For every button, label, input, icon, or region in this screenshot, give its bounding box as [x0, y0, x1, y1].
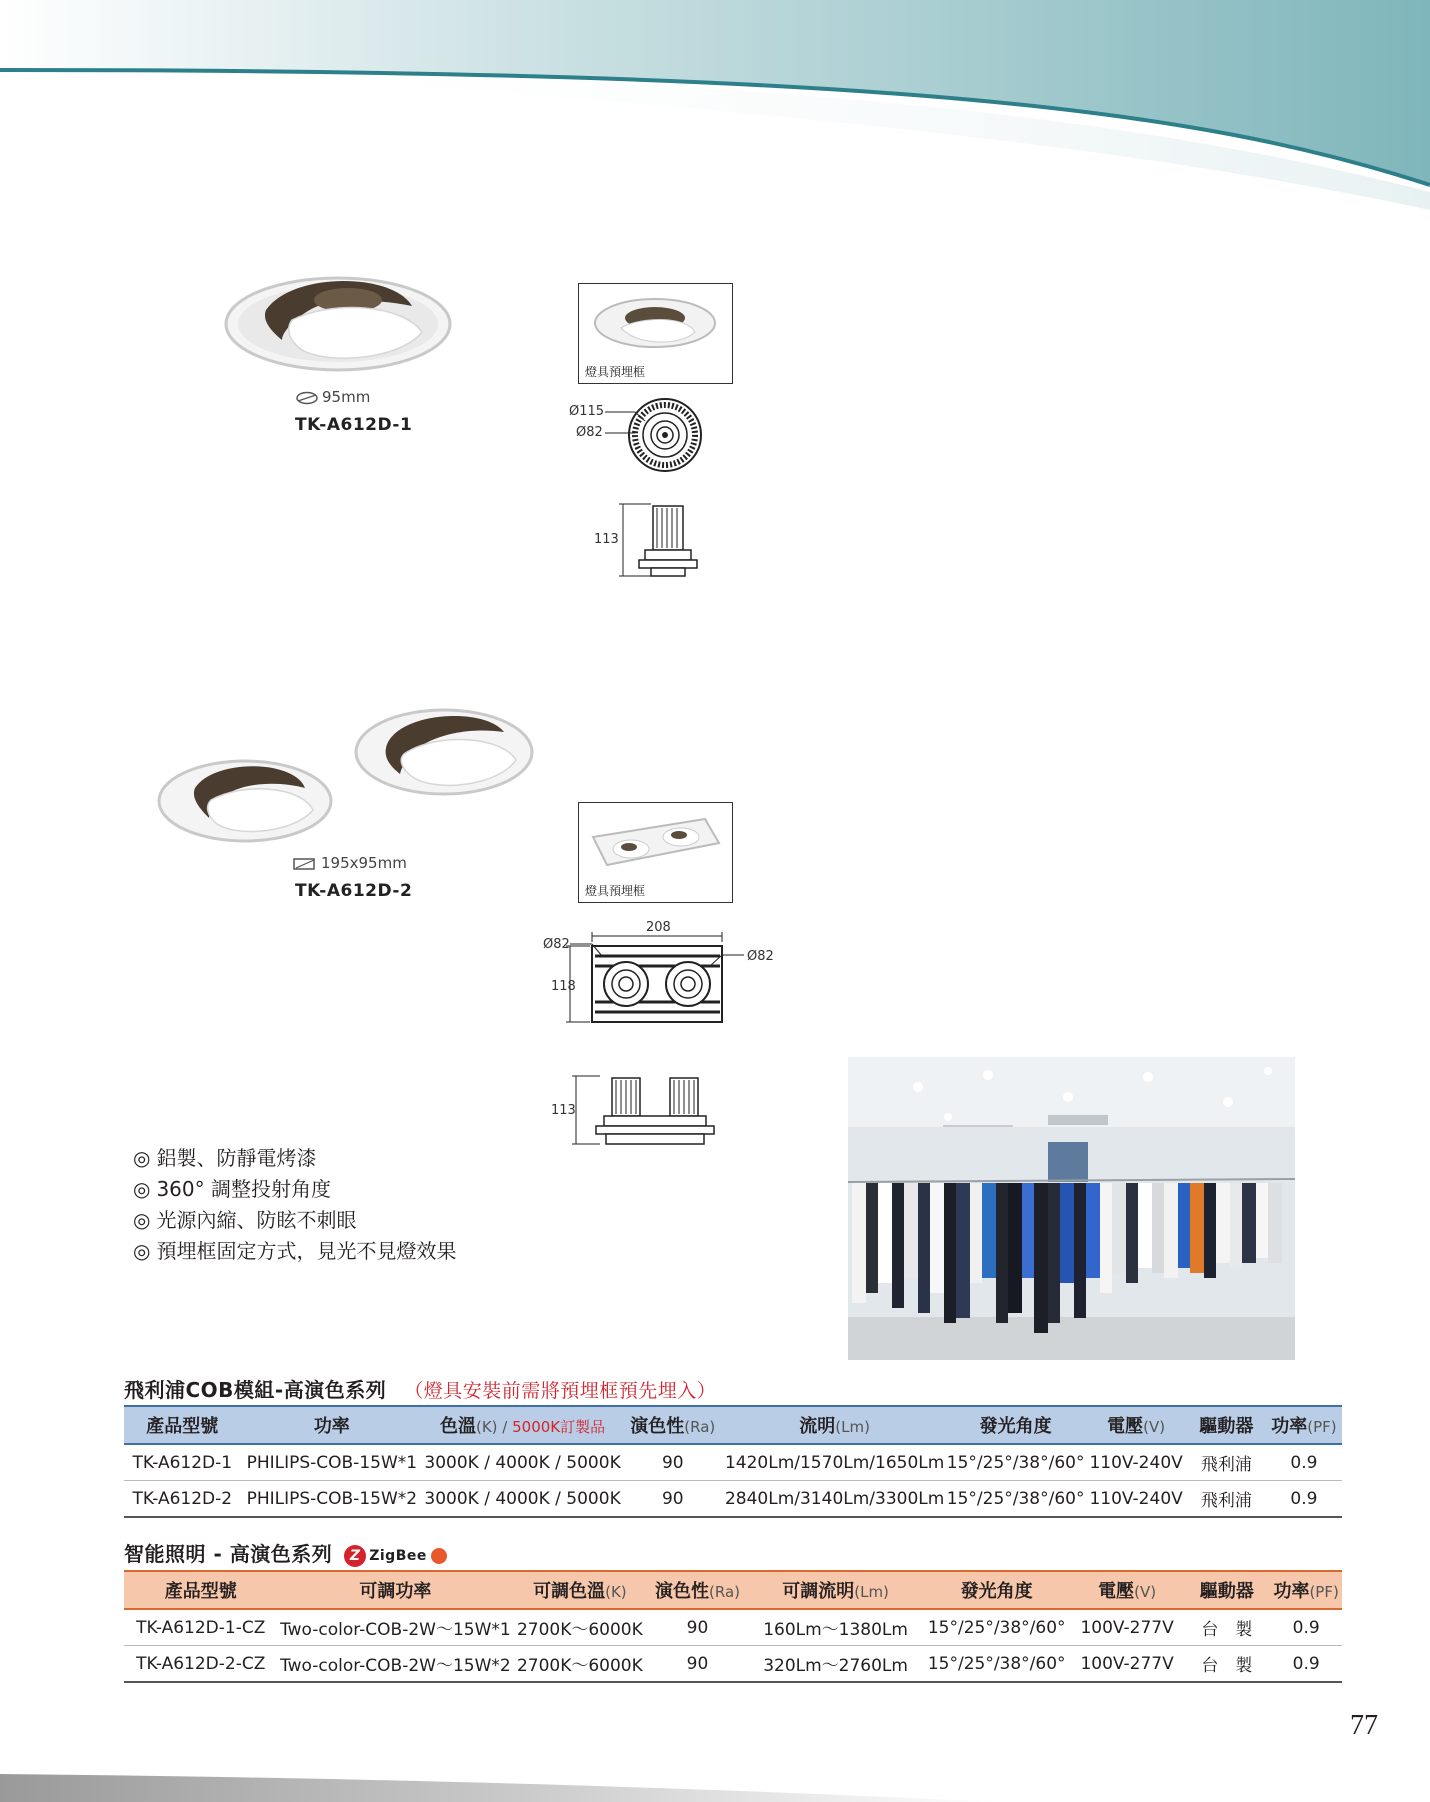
top-view-drawing-2 — [540, 926, 780, 1026]
spec-table-smart — [124, 1570, 1342, 1683]
col-header-driver: 驅動器 — [1199, 1581, 1254, 1602]
size-value-2: 195x95mm — [321, 854, 407, 872]
dim-left-hole-2: Ø82 — [543, 937, 570, 952]
table-row: TK-A612D-1-CZ Two-color-COB-2W～15W*1 2700K～6000K 90 160Lm～1380Lm 15°/25°/38°/60° 100V-277V 台 製 0.9 — [124, 1609, 1342, 1646]
model-label-2: TK-A612D-2 — [295, 881, 413, 901]
bullet-icon: ◎ — [133, 1208, 151, 1232]
embed-frame-image-2 — [587, 815, 723, 869]
table-header-row — [124, 1406, 1342, 1444]
col-header-lumen: 可調流明(Lm) — [782, 1581, 889, 1602]
col-header-cri: 演色性(Ra) — [630, 1416, 716, 1437]
col-header-model: 產品型號 — [146, 1416, 219, 1437]
table-row: TK-A612D-2-CZ Two-color-COB-2W～15W*2 2700K～6000K 90 320Lm～2760Lm 15°/25°/38°/60° 100V-277V 台 製 0.9 — [124, 1646, 1342, 1683]
frame-label-2: 燈具預埋框 — [585, 884, 646, 898]
feature-item: ◎ 鋁製、防靜電烤漆 — [133, 1143, 456, 1174]
frame-label-1: 燈具預埋框 — [585, 365, 646, 379]
table-header-row — [124, 1571, 1342, 1609]
table-row: TK-A612D-2 PHILIPS-COB-15W*2 3000K / 4000K / 5000K 90 2840Lm/3140Lm/3300Lm 15°/25°/38°/60° 110V-240V 飛利浦 0.9 — [124, 1481, 1342, 1518]
col-header-cct: 色溫(K) / 5000K訂製品 — [439, 1416, 606, 1437]
feature-list — [133, 1143, 456, 1267]
col-header-pf: 功率(PF) — [1273, 1581, 1339, 1602]
col-header-power: 可調功率 — [359, 1581, 432, 1602]
spec-table-philips — [124, 1405, 1342, 1518]
section-title-philips: 飛利浦COB模組-高演色系列 （燈具安裝前需將預埋框預先埋入） — [124, 1378, 717, 1402]
bullet-icon: ◎ — [133, 1146, 151, 1170]
col-header-lumen: 流明(Lm) — [799, 1416, 870, 1437]
bullet-icon: ◎ — [133, 1239, 151, 1263]
feature-item: ◎ 光源內縮、防眩不刺眼 — [133, 1205, 456, 1236]
zigbee-icon: Z — [344, 1545, 366, 1567]
col-header-power: 功率 — [313, 1416, 350, 1437]
col-header-angle: 發光角度 — [960, 1581, 1033, 1602]
header-wave-band — [0, 0, 1430, 210]
model-label-1: TK-A612D-1 — [295, 415, 413, 435]
col-header-cri: 演色性(Ra) — [655, 1581, 740, 1602]
feature-item: ◎ 預埋框固定方式，見光不見燈效果 — [133, 1236, 456, 1267]
col-header-cct: 可調色溫(K) — [533, 1581, 627, 1602]
col-header-angle: 發光角度 — [979, 1416, 1052, 1437]
dim-depth-2: 118 — [551, 979, 576, 994]
table-row: TK-A612D-1 PHILIPS-COB-15W*1 3000K / 4000K / 5000K 90 1420Lm/1570Lm/1650Lm 15°/25°/38°/60° 110V-240V 飛利浦 0.9 — [124, 1444, 1342, 1481]
dim-height-1: 113 — [594, 532, 619, 547]
embed-frame-image-1 — [591, 292, 719, 354]
side-view-drawing-1 — [615, 500, 715, 580]
page-number: 77 — [1350, 1710, 1378, 1741]
footer-band — [0, 1760, 1430, 1802]
section-note-philips: （燈具安裝前需將預埋框預先埋入） — [404, 1380, 717, 1402]
col-header-pf: 功率(PF) — [1271, 1416, 1337, 1437]
diameter-icon — [296, 391, 318, 405]
rectangle-size-icon — [293, 857, 317, 871]
dim-inner-diameter-1: Ø82 — [576, 425, 603, 440]
col-header-model: 產品型號 — [164, 1581, 237, 1602]
dim-height-2: 113 — [551, 1103, 576, 1118]
size-caption-1 — [296, 388, 370, 406]
size-value-1: 95mm — [322, 388, 371, 406]
side-view-drawing-2 — [570, 1072, 720, 1148]
embed-frame-box-2 — [578, 802, 733, 903]
zigbee-badge: Z ZigBee — [344, 1545, 447, 1567]
embed-frame-box-1 — [578, 283, 733, 384]
section-title-smart: 智能照明 - 高演色系列 Z ZigBee — [124, 1538, 447, 1567]
store-interior-photo — [848, 1057, 1295, 1360]
dim-outer-diameter-1: Ø115 — [569, 404, 605, 419]
certification-icon — [431, 1548, 447, 1564]
feature-item: ◎ 360° 調整投射角度 — [133, 1174, 456, 1205]
size-caption-2 — [293, 854, 407, 872]
col-header-voltage: 電壓(V) — [1098, 1581, 1157, 1602]
col-header-voltage: 電壓(V) — [1107, 1416, 1166, 1437]
dim-width-2: 208 — [646, 920, 671, 935]
bullet-icon: ◎ — [133, 1177, 151, 1201]
col-header-driver: 驅動器 — [1199, 1416, 1254, 1437]
lamp-image-single — [222, 270, 454, 378]
dim-right-hole-2: Ø82 — [747, 949, 774, 964]
lamp-image-double-left — [155, 754, 335, 848]
lamp-image-double-right — [352, 702, 536, 802]
